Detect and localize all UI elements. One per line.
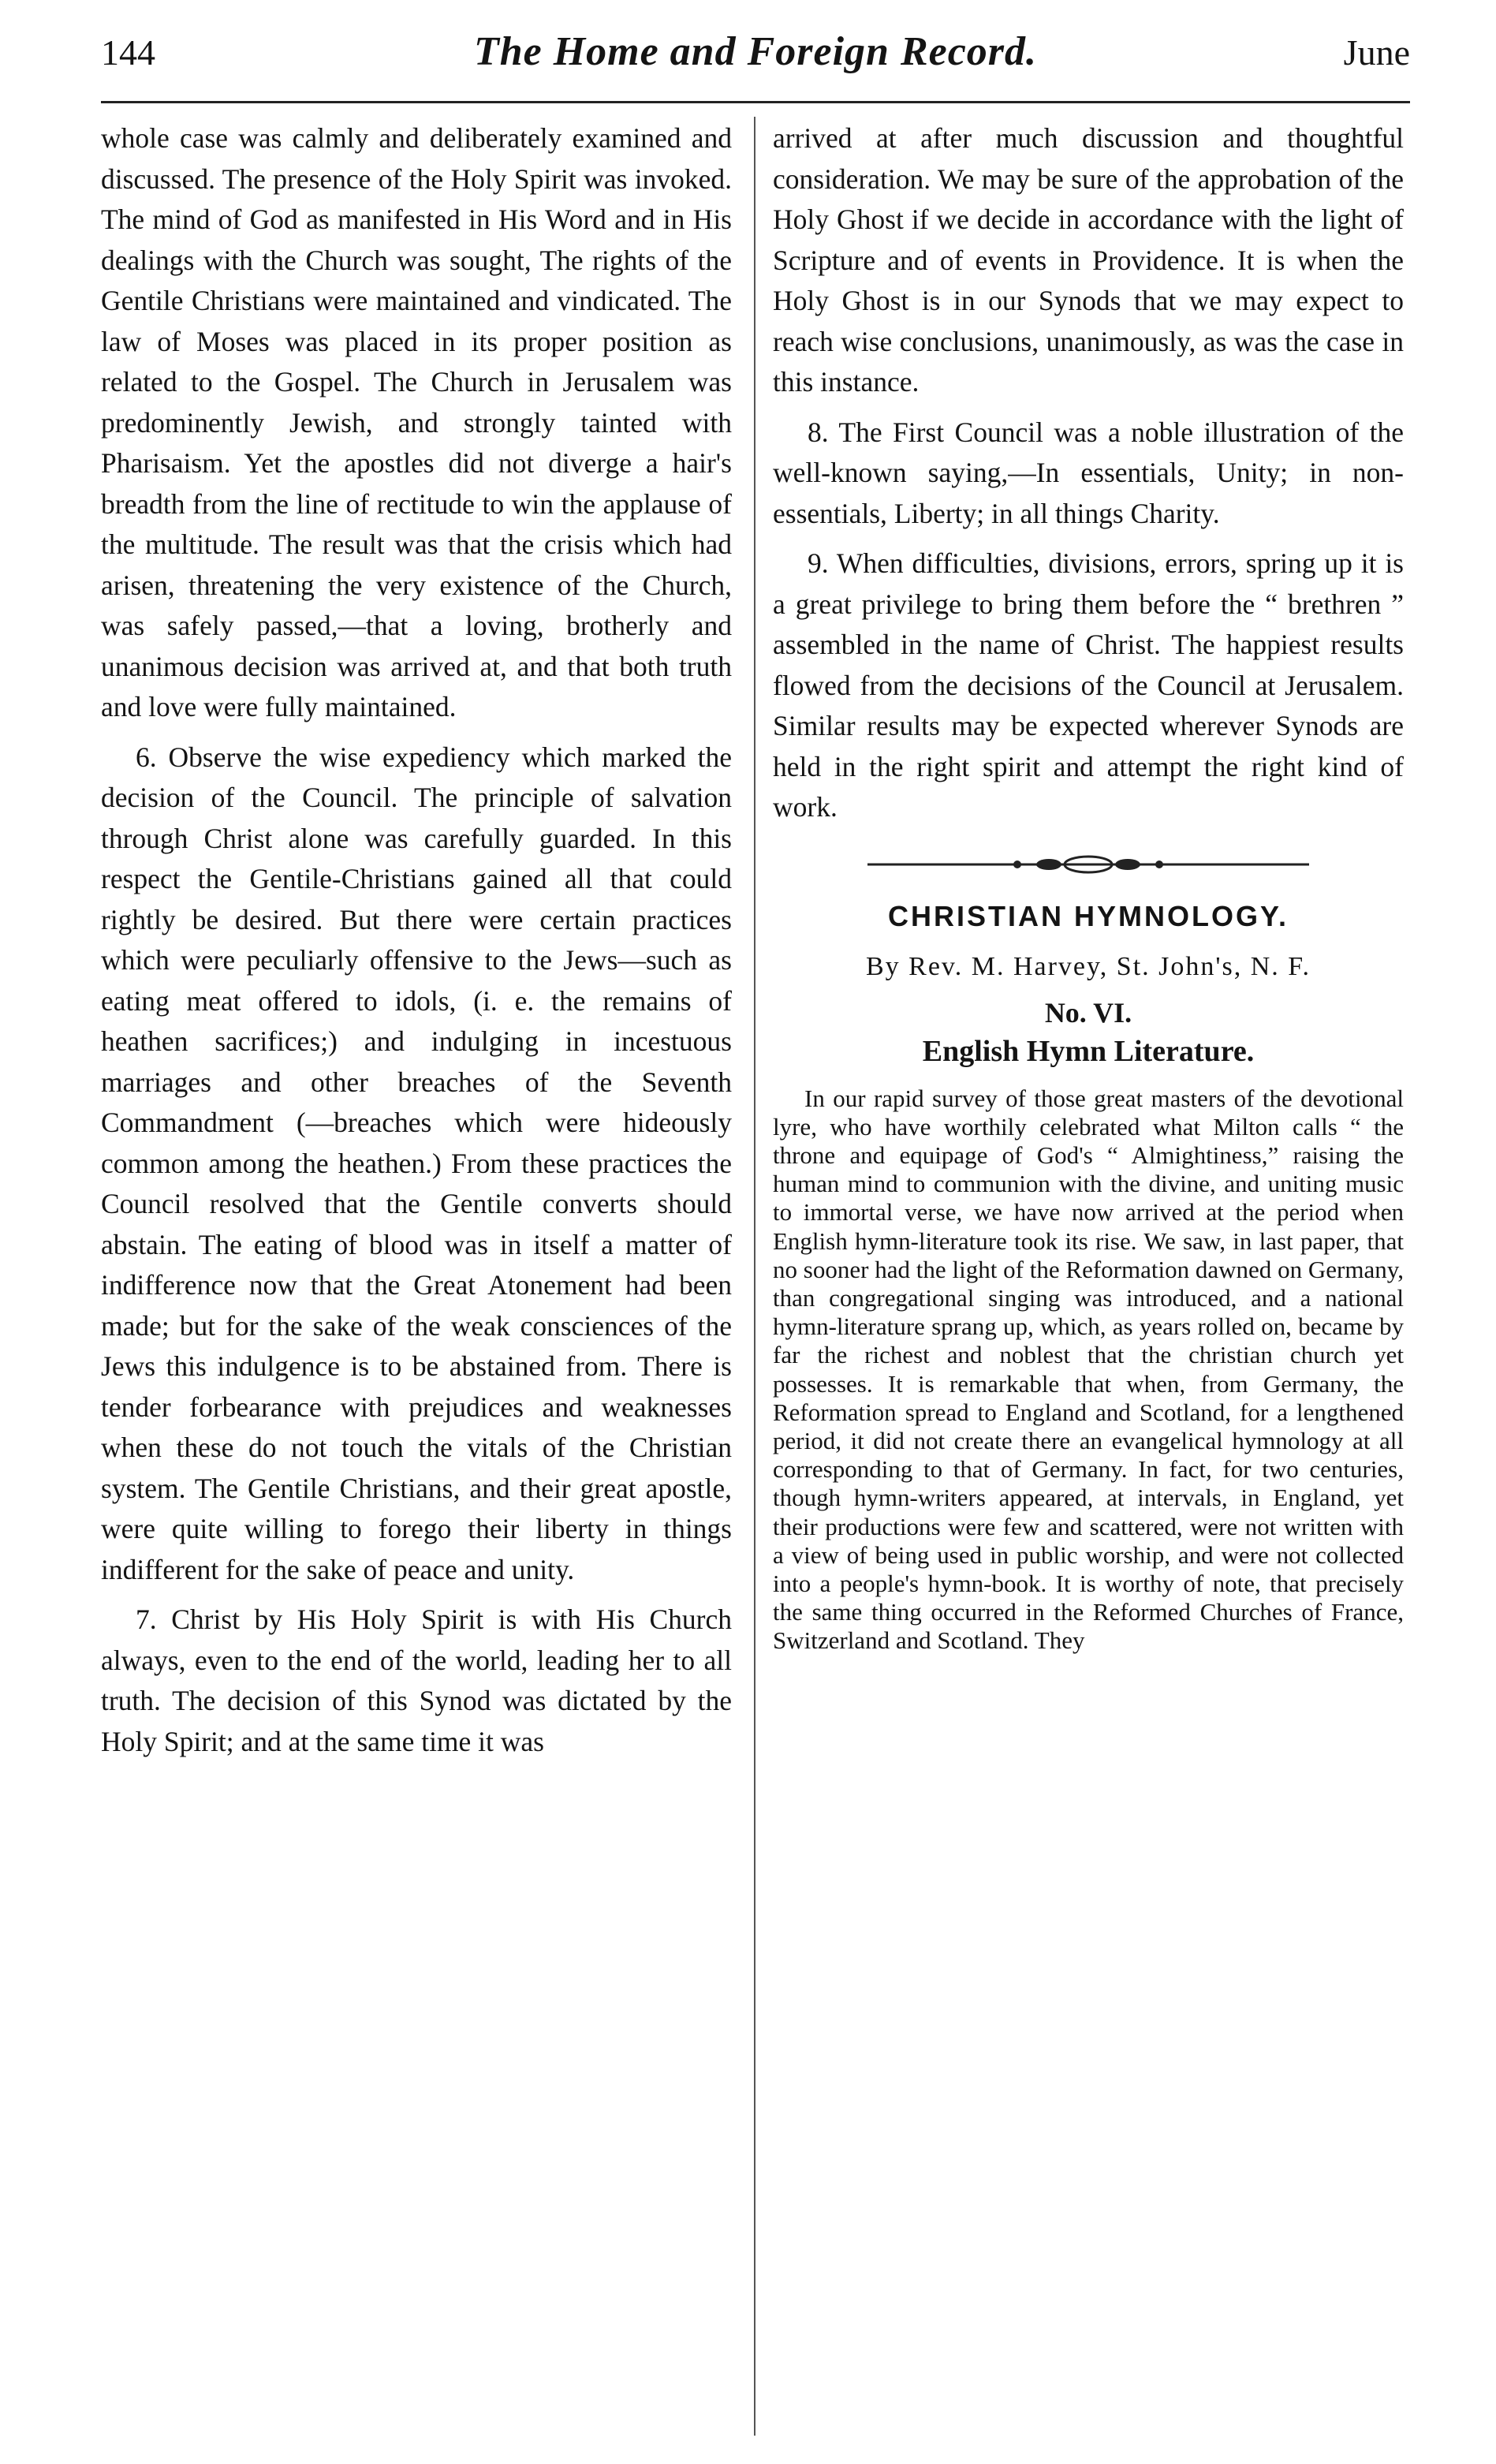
- ornament-divider: [773, 849, 1404, 880]
- journal-title: The Home and Foreign Record.: [473, 29, 1038, 74]
- left-column: [101, 118, 732, 1762]
- right-column: [773, 118, 1404, 1656]
- article-subtitle: English Hymn Literature.: [922, 1034, 1255, 1068]
- author-byline: By Rev. M. Harvey, St. John's, N. F.: [865, 951, 1311, 981]
- paragraph: 9. When difficulties, divisions, errors, spring up it is a great privilege to bring them before the “ brethren ” assembled in the name of Christ. The happiest results flowed from the decisions of the Council at Jerusalem. Similar results may be expected wherever Synods are held in the right spirit and attempt the right kind of work.: [773, 547, 1404, 823]
- article-number: No. VI.: [1044, 996, 1132, 1029]
- column-divider: [754, 117, 755, 2436]
- paragraph: 8. The First Council was a noble illustration of the well-known saying,—In essentials, Unity; in non-essentials, Liberty; in all things Charity.: [773, 416, 1404, 529]
- page-header: [101, 29, 1410, 95]
- paragraph: 7. Christ by His Holy Spirit is with His Church always, even to the end of the world, leading her to all truth. The decision of this Synod was dictated by the Holy Spirit; and at the same time it was: [101, 1603, 732, 1757]
- paragraph: arrived at after much discussion and thoughtful consideration. We may be sure of the approbation of the Holy Ghost if we decide in accordance with the light of Scripture and of events in Providence. It is when the Holy Ghost is in our Synods that we may expect to reach wise conclusions, unanimously, as was the case in this instance.: [773, 122, 1404, 398]
- page-number: 144: [101, 32, 155, 73]
- paragraph: 6. Observe the wise expediency which marked the decision of the Council. The principle of salvation through Christ alone was carefully guarded. In this respect the Gentile-Christians gained all that could rightly be desired. But there were certain practices which were peculiarly offensive to the Jews—such as eating meat offered to idols, (i. e. the remains of heathen sacrifices;) and indulging in incestuous marriages and other breaches of the Seventh Commandment (—breaches which were hideously common among the heathen.) From these practices the Council resolved that the Gentile converts should abstain. The eating of blood was in itself a matter of indifference now that the Great Atonement had been made; but for the sake of the weak consciences of the Jews this indulgence is to be abstained from. There is tender forbearance with prejudices and weaknesses when these do not touch the vitals of the Christian system. The Gentile Christians, and their great apostle, were quite willing to forego their liberty in things indifferent for the sake of peace and unity.: [101, 741, 732, 1585]
- article-body: In our rapid survey of those great masters of the devotional lyre, who have worthily celebrated what Milton calls “ the throne and equipage of God's “ Almightiness,” raising the human mind to communion with the divine, and uniting music to immortal verse, we have now arrived at the period when English hymn-literature took its rise. We saw, in last paper, that no sooner had the light of the Reformation dawned on Germany, than congregational singing was introduced, and a national hymn-literature sprang up, which, as years rolled on, became by far the richest and noblest that the christian church yet possesses. It is remarkable that when, from Germany, the Reformation spread to England and Scotland, for a lengthened period, it did not create there an evangelical hymnology at all corresponding to that of Germany. In fact, for two centuries, though hymn-writers appeared, at intervals, in England, yet their productions were few and scattered, were not written with a view of being used in public worship, and were not collected into a people's hymn-book. It is worthy of note, that precisely the same thing occurred in the Reformed Churches of France, Switzerland and Scotland. They: [773, 1084, 1404, 1655]
- section-heading: CHRISTIAN HYMNOLOGY.: [887, 899, 1289, 932]
- header-rule: [101, 101, 1410, 103]
- issue-month: June: [1343, 32, 1410, 73]
- paragraph: whole case was calmly and deliberately examined and discussed. The presence of the Holy Spirit was invoked. The mind of God as manifested in His Word and in His dealings with the Church was sought, The rights of the Gentile Christians were maintained and vindicated. The law of Moses was placed in its proper position as related to the Gospel. The Church in Jerusalem was predominently Jewish, and strongly tainted with Pharisaism. Yet the apostles did not diverge a hair's breadth from the line of rectitude to win the applause of the multitude. The result was that the crisis which had arisen, threatening the very existence of the Church, was safely passed,—that a loving, brotherly and unanimous decision was arrived at, and that both truth and love were fully maintained.: [101, 122, 732, 722]
